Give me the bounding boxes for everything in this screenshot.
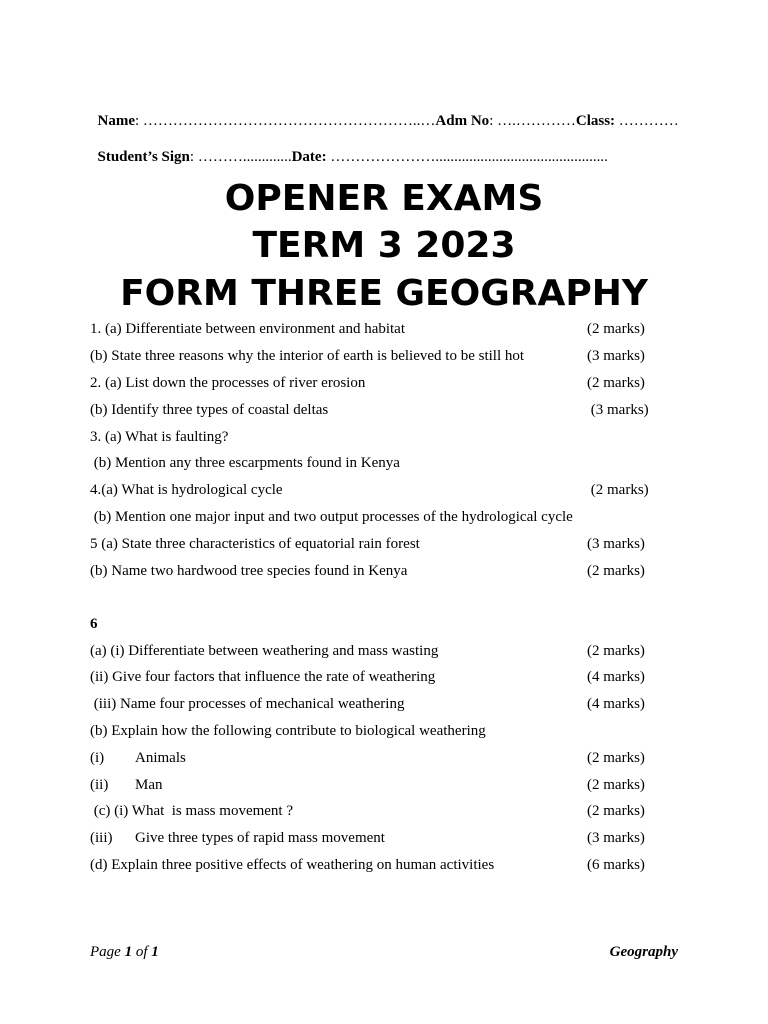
question-marks: (3 marks) — [587, 348, 645, 364]
class-field: ………… — [615, 113, 679, 129]
question-line: (iii) Name four processes of mechanical weathering — [90, 696, 405, 712]
question-line: 2. (a) List down the processes of river erosion — [90, 375, 366, 391]
question-marks: (6 marks) — [587, 857, 645, 873]
question-line: 3. (a) What is faulting? — [90, 429, 229, 445]
question-marks: (3 marks) — [587, 402, 649, 418]
name-label: Name — [97, 113, 135, 129]
question-marks: (2 marks) — [587, 375, 645, 391]
question-line: 1. (a) Differentiate between environment and habitat — [90, 321, 406, 337]
question-marks: (3 marks) — [587, 830, 645, 846]
question-line: Give three types of rapid mass movement — [135, 830, 385, 846]
question-marks: (2 marks) — [587, 803, 645, 819]
question-line: 5 (a) State three characteristics of equatorial rain forest — [90, 536, 420, 552]
question-line: Animals — [135, 750, 186, 766]
question-line: (c) (i) What is mass movement ? — [90, 803, 293, 819]
question-line: (a) (i) Differentiate between weathering and mass wasting — [90, 643, 439, 659]
sign-label: Student’s Sign — [97, 149, 190, 165]
question-line: (b) Mention one major input and two output processes of the hydrological cycle — [90, 509, 573, 525]
list-number: (ii) — [90, 777, 109, 793]
question-line: 4.(a) What is hydrological cycle — [90, 482, 283, 498]
question-marks: (2 marks) — [587, 750, 645, 766]
page-total: 1 — [151, 944, 159, 960]
list-number: (i) — [90, 750, 105, 766]
page-current: 1 — [124, 944, 133, 960]
question-marks: (2 marks) — [587, 321, 645, 337]
question-line: (b) Name two hardwood tree species found in Kenya — [90, 563, 408, 579]
name-field: : ………………………………………………..… — [135, 113, 436, 129]
term-title: TERM 3 2023 — [252, 225, 516, 266]
question-line: (d) Explain three positive effects of weathering on human activities — [90, 857, 495, 873]
list-number: (iii) — [90, 830, 113, 846]
question-line: (b) State three reasons why the interior of earth is believed to be still hot — [90, 348, 525, 364]
question-6-number: 6 — [90, 616, 98, 632]
adm-field: : ….………… — [489, 113, 576, 129]
page-prefix: Page — [90, 944, 125, 960]
subject-title: FORM THREE GEOGRAPHY — [120, 273, 648, 314]
question-line: Man — [135, 777, 163, 793]
question-line: (b) Explain how the following contribute to biological weathering — [90, 723, 486, 739]
exam-title: OPENER EXAMS — [224, 178, 544, 219]
sign-field: : ………............. — [189, 149, 292, 165]
question-line: (ii) Give four factors that influence the rate of weathering — [90, 669, 436, 685]
question-line: (b) Mention any three escarpments found in Kenya — [90, 455, 400, 471]
question-marks: (2 marks) — [587, 563, 645, 579]
question-marks: (2 marks) — [587, 643, 645, 659]
class-label: Class: — [575, 113, 616, 129]
page-number — [90, 943, 159, 961]
page-of: of — [132, 944, 152, 960]
date-label: Date: — [291, 149, 327, 165]
question-marks: (4 marks) — [587, 669, 645, 685]
question-marks: (3 marks) — [587, 536, 645, 552]
name-line — [90, 94, 679, 130]
question-marks: (2 marks) — [587, 777, 645, 793]
footer-subject: Geography — [609, 944, 678, 960]
adm-label: Adm No — [435, 113, 490, 129]
date-field: ………………….............................................. — [326, 149, 608, 165]
question-marks: (4 marks) — [587, 696, 645, 712]
question-line: (b) Identify three types of coastal deltas — [90, 402, 329, 418]
question-marks: (2 marks) — [587, 482, 649, 498]
sign-line — [90, 130, 608, 166]
